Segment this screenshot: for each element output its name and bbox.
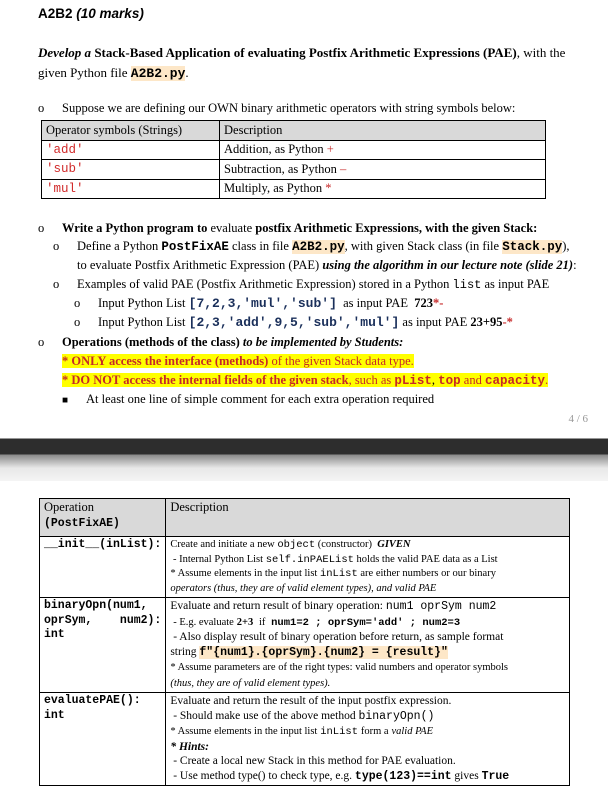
methods-table — [39, 498, 570, 786]
bullet-comment: ■ At least one line of simple comment for each extra operation required — [62, 392, 435, 406]
header-operation: Operation (PostFixAE) — [40, 499, 166, 537]
table-row: 'add' Addition, as Python + — [42, 140, 546, 160]
table-row-evaluatepae: evaluatePAE(): int Evaluate and return the result of the input postfix expression. - Should make use of the above method binaryOpn() * Assume elements in the input list inList form a valid PAE * Hints: - Create a local new Stack in this method for PAE evaluation. - Use method type() to check type, e.g. type(123)==int gives True — [40, 693, 570, 786]
example-1: o Input Python List [7,2,3,'mul','sub'] as input PAE 723*- — [74, 296, 444, 311]
header-operator-symbols: Operator symbols (Strings) — [42, 121, 220, 141]
define-continued: to evaluate Postfix Arithmetic Expression (PAE) using the algorithm in our lecture note (slide 21): — [77, 258, 577, 272]
table-row-init: __init__(inList): Create and initiate a new object (constructor) GIVEN - Internal Python List self.inPAEList holds the valid PAE data as a List * Assume elements in the input list inList are either numbers or our binary operators (thus, they are of valid element types), and valid PAE — [40, 537, 570, 598]
page-number: 4 / 6 — [568, 413, 588, 425]
intro-paragraph: Develop a Stack-Based Application of evaluating Postfix Arithmetic Expressions (PAE), with the given Python file A2B2.py. — [38, 45, 566, 81]
example-2: o Input Python List [2,3,'add',9,5,'sub','mul'] as input PAE 23+95-* — [74, 315, 513, 330]
section-title: A2B2 (10 marks) — [38, 6, 144, 21]
table-row-binaryopn: binaryOpn(num1, oprSym, num2): int Evaluate and return result of binary operation: num1 oprSym num2 - E.g. evaluate 2+3 if num1=2 ; oprSym='add' ; num2=3 - Also display result of binary operation before return, as sample format string f"{num1}.{oprSym}.{num2} = {result}" * Assume parameters are of the right types: valid numbers and operator symbols (thus, they are of valid element types). — [40, 598, 570, 693]
bullet-write: o Write a Python program to evaluate postfix Arithmetic Expressions, with the given Stack: — [38, 221, 538, 235]
operator-table — [41, 120, 546, 199]
bullet-operations: o Operations (methods of the class) to be implemented by Students: — [38, 335, 404, 349]
header-description: Description — [220, 121, 546, 141]
bullet-define: o Define a Python PostFixAE class in file A2B2.py, with given Stack class (in file Stack.py), — [53, 239, 570, 254]
note-only-interface: * ONLY access the interface (methods) of the given Stack data type. — [62, 354, 414, 368]
table-row: 'sub' Subtraction, as Python – — [42, 160, 546, 180]
header-description: Description — [166, 499, 570, 537]
bullet-suppose: o Suppose we are defining our OWN binary arithmetic operators with string symbols below: — [38, 101, 516, 115]
document-page-5 — [0, 481, 608, 790]
table-row: 'mul' Multiply, as Python * — [42, 179, 546, 199]
page-separator — [0, 438, 608, 481]
note-do-not-access: * DO NOT access the internal fields of the given stack, such as pList, top and capacity. — [62, 373, 549, 388]
bullet-examples: o Examples of valid PAE (Postfix Arithmetic Expression) stored in a Python list as input PAE — [53, 277, 550, 292]
